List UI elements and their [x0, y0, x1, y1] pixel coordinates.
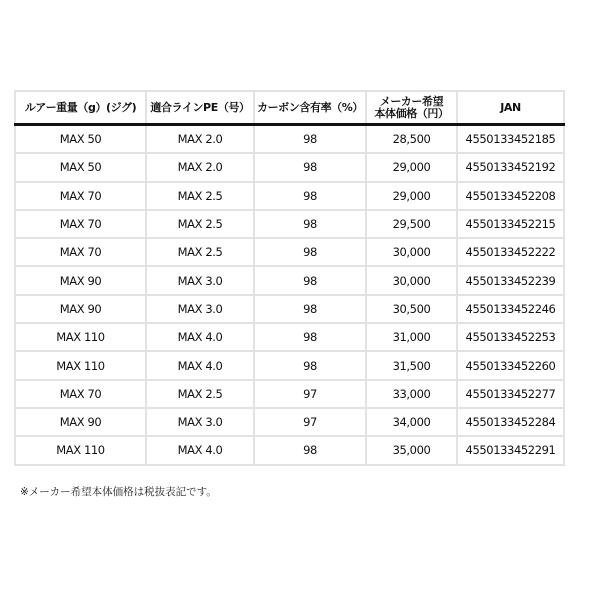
- cell-price: 31,000: [366, 323, 457, 351]
- header-line-pe: 適合ラインPE（号）: [146, 91, 254, 125]
- cell-jan: 4550133452277: [457, 380, 564, 408]
- cell-lure-weight: MAX 110: [15, 323, 146, 351]
- cell-line-pe: MAX 4.0: [146, 436, 254, 464]
- cell-price: 35,000: [366, 436, 457, 464]
- cell-price: 31,500: [366, 351, 457, 379]
- cell-carbon-content: 98: [254, 153, 366, 181]
- cell-carbon-content: 98: [254, 238, 366, 266]
- cell-carbon-content: 98: [254, 266, 366, 294]
- cell-lure-weight: MAX 50: [15, 153, 146, 181]
- cell-lure-weight: MAX 70: [15, 210, 146, 238]
- cell-jan: 4550133452239: [457, 266, 564, 294]
- cell-carbon-content: 98: [254, 351, 366, 379]
- cell-price: 29,500: [366, 210, 457, 238]
- table-row: [15, 436, 564, 464]
- cell-lure-weight: MAX 90: [15, 266, 146, 294]
- cell-line-pe: MAX 2.5: [146, 380, 254, 408]
- cell-line-pe: MAX 2.0: [146, 153, 254, 181]
- cell-line-pe: MAX 2.0: [146, 125, 254, 154]
- cell-carbon-content: 97: [254, 380, 366, 408]
- table-row: [15, 408, 564, 436]
- cell-price: 30,000: [366, 238, 457, 266]
- cell-lure-weight: MAX 110: [15, 351, 146, 379]
- cell-carbon-content: 97: [254, 408, 366, 436]
- cell-carbon-content: 98: [254, 182, 366, 210]
- table-row: [15, 182, 564, 210]
- cell-price: 33,000: [366, 380, 457, 408]
- table-body: [15, 125, 564, 465]
- cell-jan: 4550133452253: [457, 323, 564, 351]
- cell-jan: 4550133452260: [457, 351, 564, 379]
- cell-jan: 4550133452215: [457, 210, 564, 238]
- cell-price: 34,000: [366, 408, 457, 436]
- cell-jan: 4550133452284: [457, 408, 564, 436]
- table-row: [15, 210, 564, 238]
- cell-lure-weight: MAX 70: [15, 238, 146, 266]
- cell-carbon-content: 98: [254, 295, 366, 323]
- cell-line-pe: MAX 2.5: [146, 210, 254, 238]
- cell-line-pe: MAX 3.0: [146, 266, 254, 294]
- table-row: [15, 125, 564, 154]
- cell-lure-weight: MAX 70: [15, 182, 146, 210]
- cell-lure-weight: MAX 50: [15, 125, 146, 154]
- cell-line-pe: MAX 4.0: [146, 351, 254, 379]
- cell-lure-weight: MAX 70: [15, 380, 146, 408]
- cell-price: 30,000: [366, 266, 457, 294]
- table-row: [15, 323, 564, 351]
- cell-jan: 4550133452185: [457, 125, 564, 154]
- cell-price: 29,000: [366, 182, 457, 210]
- table-row: [15, 153, 564, 181]
- cell-carbon-content: 98: [254, 436, 366, 464]
- cell-lure-weight: MAX 90: [15, 408, 146, 436]
- cell-carbon-content: 98: [254, 323, 366, 351]
- cell-jan: 4550133452246: [457, 295, 564, 323]
- cell-jan: 4550133452222: [457, 238, 564, 266]
- cell-jan: 4550133452208: [457, 182, 564, 210]
- table-row: [15, 295, 564, 323]
- header-carbon-content: カーボン含有率（%）: [254, 91, 366, 125]
- cell-price: 29,000: [366, 153, 457, 181]
- header-price: [366, 91, 457, 125]
- header-lure-weight: ルアー重量（g）(ジグ): [15, 91, 146, 125]
- cell-line-pe: MAX 2.5: [146, 182, 254, 210]
- cell-jan: 4550133452192: [457, 153, 564, 181]
- header-price-label: メーカー希望 本体価格（円）: [374, 94, 449, 120]
- cell-lure-weight: MAX 90: [15, 295, 146, 323]
- cell-line-pe: MAX 3.0: [146, 408, 254, 436]
- tax-note: ※メーカー希望本体価格は税抜表記です。: [20, 486, 217, 498]
- cell-price: 28,500: [366, 125, 457, 154]
- cell-line-pe: MAX 4.0: [146, 323, 254, 351]
- cell-line-pe: MAX 3.0: [146, 295, 254, 323]
- cell-carbon-content: 98: [254, 125, 366, 154]
- table-row: [15, 266, 564, 294]
- table-row: [15, 238, 564, 266]
- table-row: [15, 351, 564, 379]
- cell-price: 30,500: [366, 295, 457, 323]
- table-row: [15, 380, 564, 408]
- header-row: [15, 91, 564, 125]
- cell-jan: 4550133452291: [457, 436, 564, 464]
- header-jan: JAN: [457, 91, 564, 125]
- cell-carbon-content: 98: [254, 210, 366, 238]
- cell-lure-weight: MAX 110: [15, 436, 146, 464]
- cell-line-pe: MAX 2.5: [146, 238, 254, 266]
- spec-table: [14, 90, 565, 466]
